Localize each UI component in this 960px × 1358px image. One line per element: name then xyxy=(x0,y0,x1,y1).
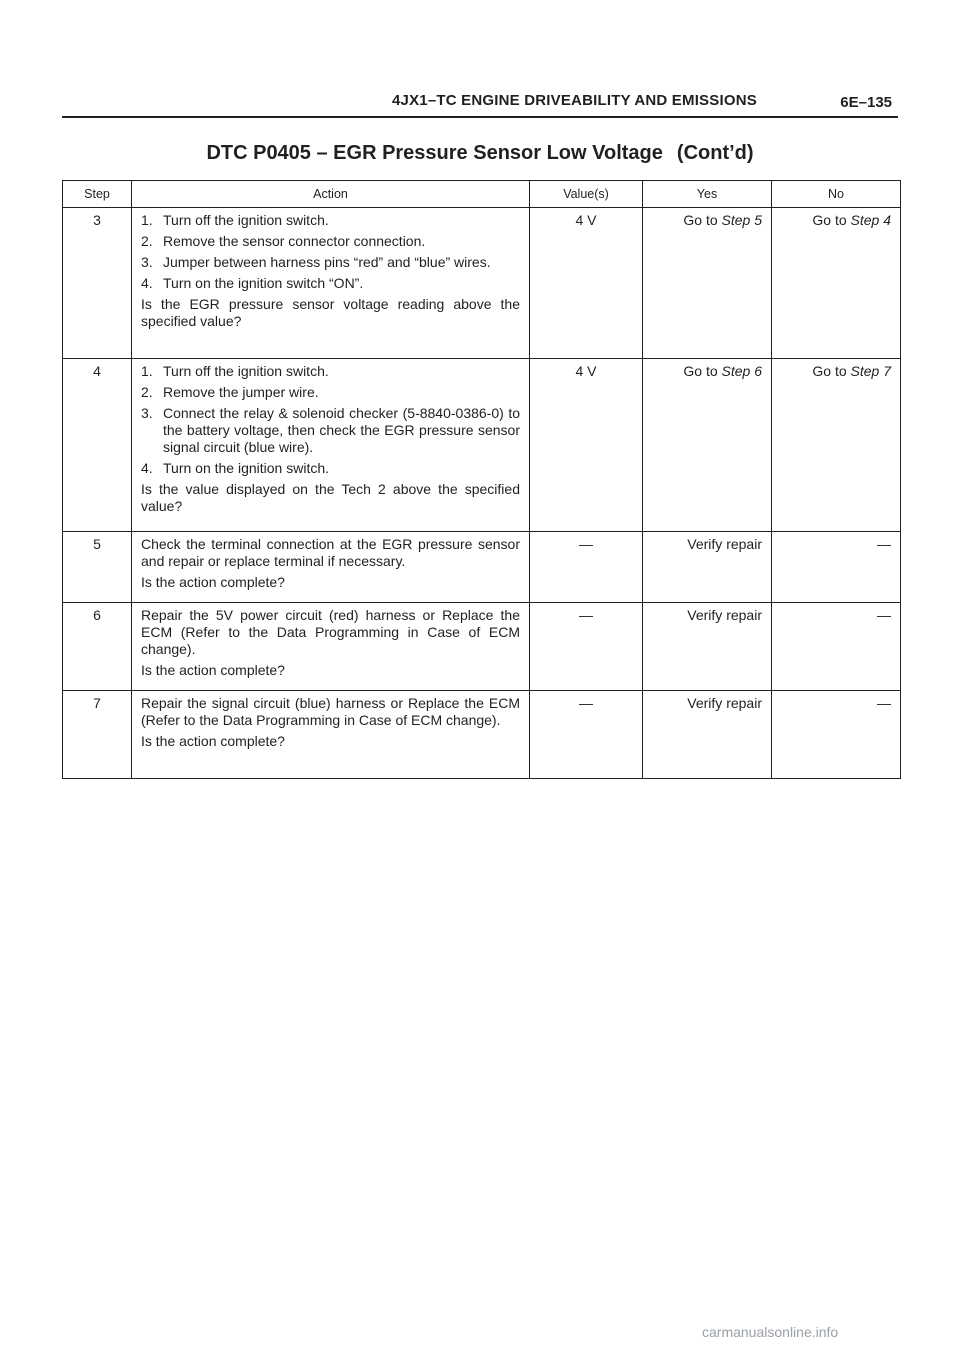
value-cell: — xyxy=(530,532,643,603)
no-cell: — xyxy=(772,691,901,779)
header-no: No xyxy=(772,181,901,208)
table-row xyxy=(63,691,901,779)
yes-cell: Verify repair xyxy=(643,603,772,691)
table-row xyxy=(63,208,901,359)
header-yes: Yes xyxy=(643,181,772,208)
step-link: Step 4 xyxy=(850,212,891,228)
no-cell: — xyxy=(772,603,901,691)
step-link: Step 6 xyxy=(721,363,762,379)
table-row xyxy=(63,532,901,603)
step-number: 3 xyxy=(63,208,132,359)
value-cell: 4 V xyxy=(530,359,643,532)
action-cell xyxy=(132,208,530,359)
action-cell xyxy=(132,691,530,779)
diagnostic-table xyxy=(62,180,901,779)
question: Is the action complete? xyxy=(141,662,285,678)
yes-cell: Go to Step 5 xyxy=(643,208,772,359)
step-number: 7 xyxy=(63,691,132,779)
action-cell xyxy=(132,359,530,532)
list-item: 4. Turn on the ignition switch. xyxy=(141,460,330,476)
question: Is the EGR pressure sensor voltage reading above the specified value? xyxy=(141,296,520,329)
list-item: 1. Turn off the ignition switch. xyxy=(141,212,329,228)
question: Is the value displayed on the Tech 2 above the specified value? xyxy=(141,481,520,514)
watermark-logo: carmanualsonline.info xyxy=(702,1324,839,1340)
value-cell: — xyxy=(530,691,643,779)
step-number: 4 xyxy=(63,359,132,532)
action-cell xyxy=(132,603,530,691)
question: Is the action complete? xyxy=(141,574,285,590)
list-item: 2. Remove the sensor connector connection. xyxy=(141,233,426,249)
list-item: 2. Remove the jumper wire. xyxy=(141,384,319,400)
value-cell: 4 V xyxy=(530,208,643,359)
page-number: 6E–135 xyxy=(840,94,892,111)
no-cell: — xyxy=(772,532,901,603)
table-row xyxy=(63,359,901,532)
list-item: 1. Turn off the ignition switch. xyxy=(141,363,329,379)
yes-cell: Verify repair xyxy=(643,532,772,603)
step-number: 6 xyxy=(63,603,132,691)
section-title: 4JX1–TC ENGINE DRIVEABILITY AND EMISSIONS xyxy=(392,92,757,109)
header-values: Value(s) xyxy=(530,181,643,208)
step-number: 5 xyxy=(63,532,132,603)
title-main: DTC P0405 – EGR Pressure Sensor Low Voltage xyxy=(206,142,663,164)
page-title xyxy=(0,142,960,165)
yes-cell: Go to Step 6 xyxy=(643,359,772,532)
question: Is the action complete? xyxy=(141,733,285,749)
action-text: Repair the signal circuit (blue) harness or Replace the ECM (Refer to the Data Programming in Case of ECM change). xyxy=(141,695,520,728)
table-header-row xyxy=(63,181,901,208)
yes-cell: Verify repair xyxy=(643,691,772,779)
action-text: Check the terminal connection at the EGR pressure sensor and repair or replace terminal if necessary. xyxy=(141,536,520,569)
header-step: Step xyxy=(63,181,132,208)
action-text: Repair the 5V power circuit (red) harness or Replace the ECM (Refer to the Data Programming in Case of ECM change). xyxy=(141,607,520,657)
value-cell: — xyxy=(530,603,643,691)
action-cell xyxy=(132,532,530,603)
table-row xyxy=(63,603,901,691)
list-item: 3. Connect the relay & solenoid checker (5-8840-0386-0) to the battery voltage, then check the EGR pressure sensor signal circuit (blue wire). xyxy=(141,405,520,455)
page-header xyxy=(62,88,898,118)
list-item: 4. Turn on the ignition switch “ON”. xyxy=(141,275,364,291)
list-item: 3. Jumper between harness pins “red” and “blue” wires. xyxy=(141,254,491,270)
step-link: Step 5 xyxy=(721,212,762,228)
header-action: Action xyxy=(132,181,530,208)
no-cell: Go to Step 7 xyxy=(772,359,901,532)
no-cell: Go to Step 4 xyxy=(772,208,901,359)
step-link: Step 7 xyxy=(850,363,891,379)
title-contd: (Cont’d) xyxy=(676,142,754,164)
